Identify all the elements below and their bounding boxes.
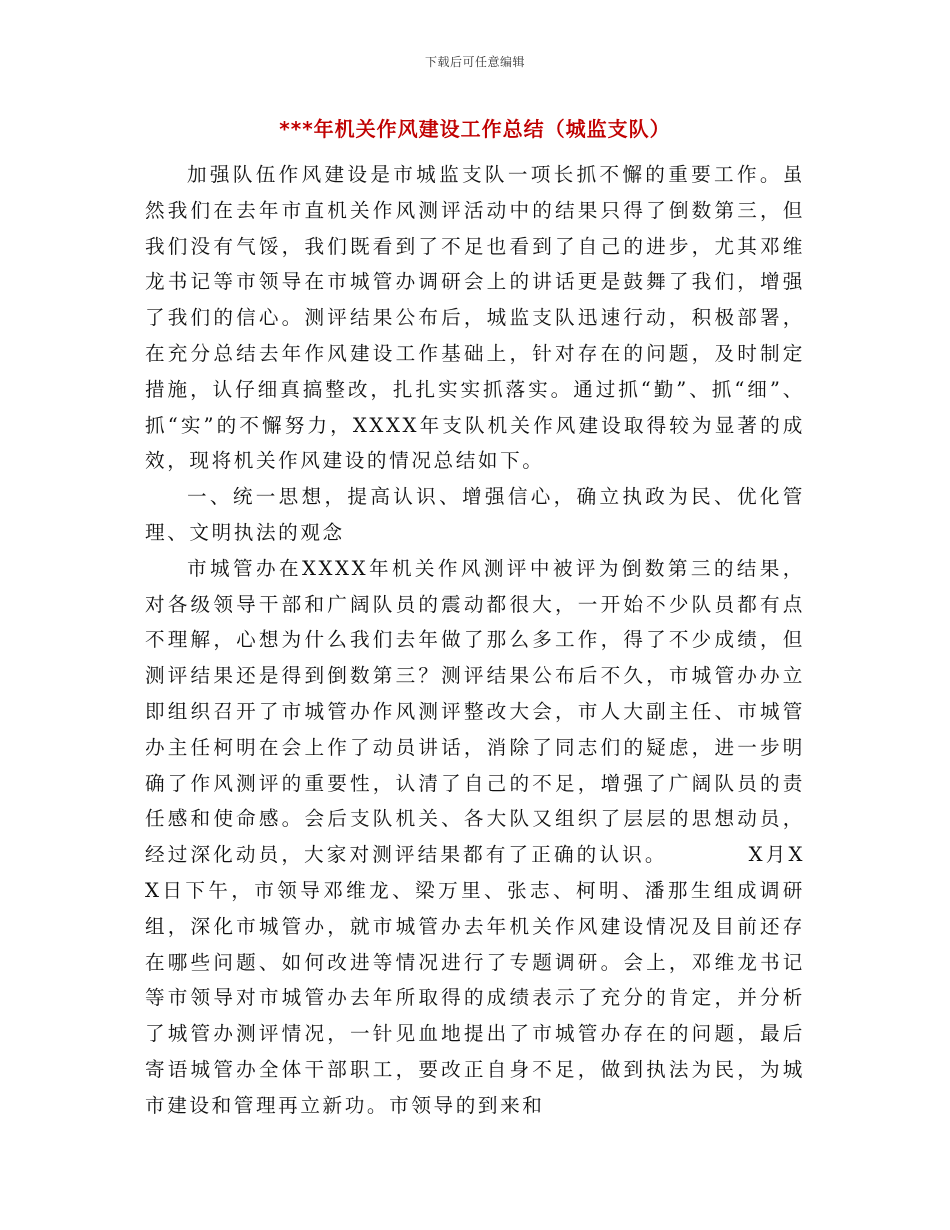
section-heading-1: 一、统一思想，提高认识、增强信心，确立执政为民、优化管理、文明执法的观念: [145, 485, 805, 544]
document-body: [145, 157, 805, 1124]
intro-paragraph: 加强队伍作风建设是市城监支队一项长抓不懈的重要工作。虽然我们在去年市直机关作风测评活动中的结果只得了倒数第三，但我们没有气馁，我们既看到了不足也看到了自己的进步，尤其邓维龙书记等市领导在市城管办调研会上的讲话更是鼓舞了我们，增强了我们的信心。测评结果公布后，城监支队迅速行动，积极部署，在充分总结去年作风建设工作基础上，针对存在的问题，及时制定措施，认仔细真搞整改，扎扎实实抓落实。通过抓“勤”、抓“细”、抓“实”的不懈努力，XXXX年支队机关作风建设取得较为显著的成效，现将机关作风建设的情况总结如下。: [145, 163, 805, 473]
section-1-paragraph: 市城管办在XXXX年机关作风测评中被评为倒数第三的结果，对各级领导干部和广阔队员的震动都很大，一开始不少队员都有点不理解，心想为什么我们去年做了那么多工作，得了不少成绩，但测评结果还是得到倒数第三？测评结果公布后不久，市城管办办立即组织召开了市城管办作风测评整改大会，市人大副主任、市城管办主任柯明在会上作了动员讲话，消除了同志们的疑虑，进一步明确了作风测评的重要性，认清了自己的不足，增强了广阔队员的责任感和使命感。会后支队机关、各大队又组织了层层的思想动员，经过深化动员，大家对测评结果都有了正确的认识。 X月XX日下午，市领导邓维龙、梁万里、张志、柯明、潘那生组成调研组，深化市城管办，就市城管办去年机关作风建设情况及目前还存在哪些问题、如何改进等情况进行了专题调研。会上，邓维龙书记等市领导对市城管办去年所取得的成绩表示了充分的肯定，并分析了城管办测评情况，一针见血地提出了市城管办存在的问题，最后寄语城管办全体干部职工，要改正自身不足，做到执法为民，为城市建设和管理再立新功。市领导的到来和: [145, 556, 805, 1117]
header-note: 下载后可任意编辑: [424, 55, 525, 69]
document-title: ***年机关作风建设工作总结（城监支队）: [279, 117, 671, 141]
